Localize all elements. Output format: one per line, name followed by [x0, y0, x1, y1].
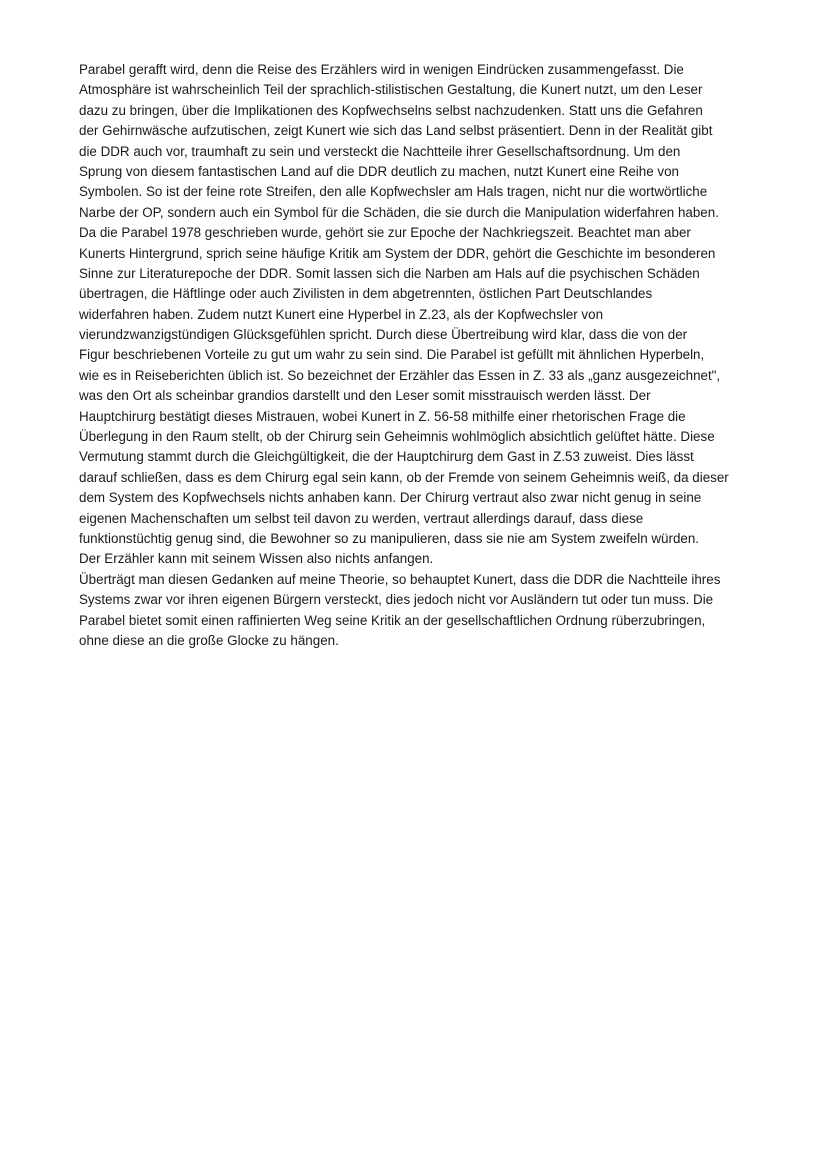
- text-line: Überlegung in den Raum stellt, ob der Chirurg sein Geheimnis wohlmöglich absichtlich gelüftet hätte. Diese: [79, 429, 715, 445]
- text-line: die DDR auch vor, traumhaft zu sein und versteckt die Nachtteile ihrer Gesellschaftsordnung. Um den: [79, 143, 681, 159]
- text-line: wie es in Reiseberichten üblich ist. So bezeichnet der Erzähler das Essen in Z. 33 als „ganz ausgezeichnet",: [79, 367, 721, 383]
- text-line: dem System des Kopfwechsels nichts anhaben kann. Der Chirurg vertraut also zwar nicht genug in seine: [79, 490, 702, 506]
- text-line: Parabel gerafft wird, denn die Reise des Erzählers wird in wenigen Eindrücken zusammengefasst. Die: [79, 62, 684, 77]
- text-line: widerfahren haben. Zudem nutzt Kunert eine Hyperbel in Z.23, als der Kopfwechsler von: [79, 306, 604, 322]
- text-line: übertragen, die Häftlinge oder auch Zivilisten in dem abgetrennten, östlichen Part Deutschlandes: [79, 286, 653, 302]
- text-line: der Gehirnwäsche aufzutischen, zeigt Kunert wie sich das Land selbst präsentiert. Denn in der Realität gibt: [79, 123, 713, 139]
- text-line: eigenen Machenschaften um selbst teil davon zu werden, vertraut allerdings darauf, dass diese: [79, 510, 644, 526]
- text-line: Kunerts Hintergrund, sprich seine häufige Kritik am System der DDR, gehört die Geschichte im besonderen: [79, 245, 716, 261]
- text-line: was den Ort als scheinbar grandios darstellt und den Leser somit misstrauisch werden lässt. Der: [79, 388, 651, 404]
- text-line: Vermutung stammt durch die Gleichgültigkeit, die der Hauptchirurg dem Gast in Z.53 zuweist. Dies lässt: [79, 449, 694, 465]
- text-line: Überträgt man diesen Gedanken auf meine Theorie, so behauptet Kunert, dass die DDR die Nachtteile ihres: [79, 571, 721, 587]
- text-line: Sprung von diesem fantastischen Land auf die DDR deutlich zu machen, nutzt Kunert eine Reihe von: [79, 163, 679, 179]
- text-line: Narbe der OP, sondern auch ein Symbol für die Schäden, die sie durch die Manipulation widerfahren haben.: [79, 204, 719, 220]
- text-line: funktionstüchtig genug sind, die Bewohner so zu manipulieren, dass sie nie am System zweifeln würden.: [79, 530, 700, 546]
- text-line: Da die Parabel 1978 geschrieben wurde, gehört sie zur Epoche der Nachkriegszeit. Beachtet man aber: [79, 225, 691, 241]
- text-line: Atmosphäre ist wahrscheinlich Teil der sprachlich-stilistischen Gestaltung, die Kunert nutzt, um den Leser: [79, 82, 703, 98]
- text-line: vierundzwanzigstündigen Glücksgefühlen spricht. Durch diese Übertreibung wird klar, dass die von der: [79, 327, 688, 343]
- text-line: Parabel bietet somit einen raffinierten Weg seine Kritik an der gesellschaftlichen Ordnung rüberzubringen,: [79, 612, 706, 628]
- text-line: dazu zu bringen, über die Implikationen des Kopfwechselns selbst nachzudenken. Statt uns die Gefahren: [79, 102, 703, 118]
- text-line: Sinne zur Literaturepoche der DDR. Somit lassen sich die Narben am Hals auf die psychischen Schäden: [79, 265, 700, 281]
- text-line: Systems zwar vor ihren eigenen Bürgern versteckt, dies jedoch nicht vor Ausländern tut oder tun muss. Die: [79, 592, 714, 608]
- text-line: darauf schließen, dass es dem Chirurg egal sein kann, ob der Fremde von seinem Geheimnis weiß, da dieser: [79, 469, 729, 485]
- body-text: [79, 60, 779, 651]
- text-line: Figur beschriebenen Vorteile zu gut um wahr zu sein sind. Die Parabel ist gefüllt mit ähnlichen Hyperbeln,: [79, 347, 705, 363]
- text-line: Hauptchirurg bestätigt dieses Mistrauen, wobei Kunert in Z. 56-58 mithilfe einer rhetorischen Frage die: [79, 408, 686, 424]
- text-line: Der Erzähler kann mit seinem Wissen also nichts anfangen.: [79, 551, 434, 567]
- text-line: ohne diese an die große Glocke zu hängen.: [79, 632, 339, 648]
- text-line: Symbolen. So ist der feine rote Streifen, den alle Kopfwechsler am Hals tragen, nicht nur die wortwörtliche: [79, 184, 708, 200]
